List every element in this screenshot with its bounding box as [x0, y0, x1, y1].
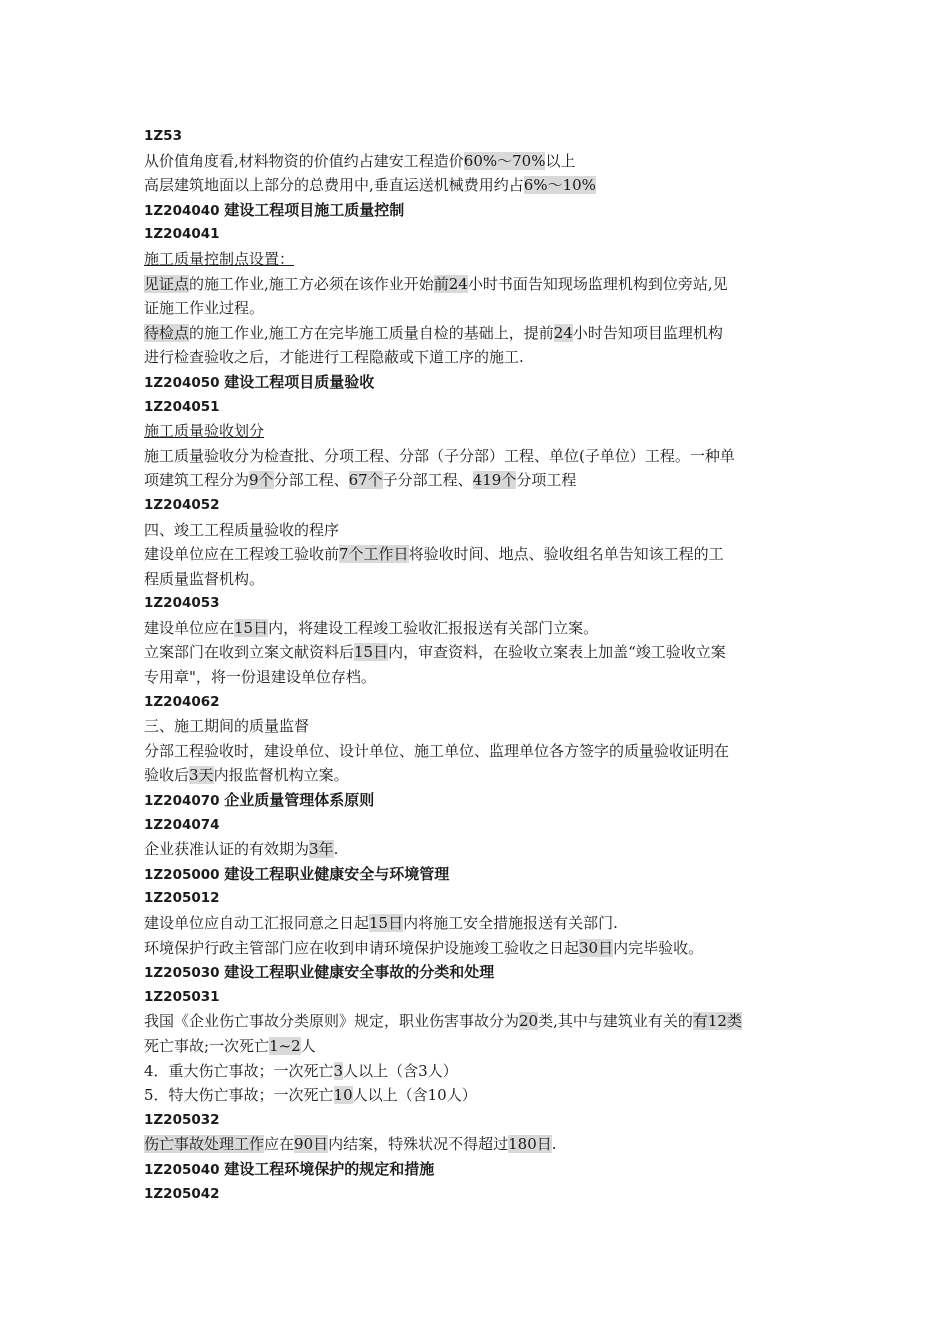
text-line — [144, 911, 824, 936]
highlighted-text: 待检点 — [144, 323, 190, 342]
text-line — [144, 1059, 824, 1084]
underlined-text: 施工质量验收划分 — [144, 422, 265, 441]
text-segment: 的施工作业,施工方在完毕施工质量自检的基础上，提前 — [189, 323, 554, 342]
highlighted-text: 15日 — [354, 643, 389, 662]
text-segment: 1Z204040 — [144, 202, 225, 219]
text-line — [144, 1083, 824, 1108]
text-line — [144, 837, 824, 862]
text-segment: 1Z205000 — [144, 866, 225, 883]
text-line — [144, 640, 824, 665]
text-segment: 1Z204050 — [144, 374, 225, 391]
section-code — [144, 985, 824, 1010]
text-segment: 内将施工安全措施报送有关部门. — [403, 914, 618, 932]
text-segment: 1Z204052 — [144, 496, 220, 513]
highlighted-text: 见证点 — [144, 274, 190, 293]
section-code — [144, 222, 824, 247]
text-segment: 1Z204041 — [144, 226, 220, 243]
text-segment: 内报监督机构立案。 — [213, 766, 349, 785]
section-code — [144, 886, 824, 911]
text-line — [144, 173, 824, 198]
section-code — [144, 591, 824, 616]
section-code — [144, 124, 824, 149]
text-line — [144, 419, 824, 444]
text-line — [144, 567, 824, 592]
text-segment: 验收后 — [144, 766, 190, 785]
text-line — [144, 272, 824, 297]
text-line — [144, 714, 824, 739]
text-segment: . — [333, 840, 339, 859]
highlighted-text: 15日 — [234, 618, 269, 637]
section-code — [144, 813, 824, 838]
text-line — [144, 739, 824, 764]
text-segment: 1Z205030 — [144, 965, 225, 982]
text-line — [144, 1132, 824, 1157]
text-segment: . — [551, 1135, 557, 1154]
text-segment: 建设工程环境保护的规定和措施 — [224, 1159, 435, 1178]
text-line — [144, 1009, 824, 1034]
text-segment: 1Z53 — [144, 128, 182, 144]
text-segment: 建设工程项目质量验收 — [224, 372, 375, 391]
text-segment: 建设单位应在 — [144, 618, 235, 637]
text-segment: 小时书面告知现场监理机构到位旁站,见 — [467, 274, 728, 293]
text-segment: 内完毕验收。 — [613, 938, 704, 957]
highlighted-text: 3年 — [309, 840, 334, 859]
text-line — [144, 763, 824, 788]
text-segment: 子分部工程、 — [382, 471, 473, 490]
highlighted-text: 24 — [553, 323, 573, 342]
text-segment: 进行检查验收之后，才能进行工程隐蔽或下道工序的施工. — [144, 348, 524, 367]
text-segment: 类,其中与建筑业有关的 — [538, 1012, 693, 1031]
highlighted-text: 前24 — [433, 274, 468, 293]
text-line — [144, 296, 824, 321]
text-segment: 建设单位应在工程竣工验收前 — [144, 545, 340, 564]
section-heading — [144, 370, 824, 395]
text-segment: 1Z205040 — [144, 1161, 225, 1178]
highlighted-text: 3 — [333, 1061, 344, 1080]
text-segment: 从价值角度看,材料物资的价值约占建安工程造价 — [144, 151, 464, 170]
underlined-text: 施工质量控制点设置： — [144, 249, 295, 268]
text-segment: 的施工作业,施工方必须在该作业开始 — [189, 274, 434, 293]
document-page — [144, 124, 824, 1206]
text-segment: 将验收时间、地点、验收组名单告知该工程的工 — [408, 545, 724, 564]
text-segment: 建设单位应自动工汇报同意之日起 — [144, 914, 370, 932]
text-segment: 1Z205012 — [144, 890, 220, 907]
highlighted-text: 90日 — [294, 1135, 329, 1154]
text-segment: 1Z205042 — [144, 1185, 220, 1202]
text-segment: 4．重大伤亡事故；一次死亡 — [144, 1061, 334, 1080]
text-segment: 施工质量验收分为检查批、分项工程、分部（子分部）工程、单位(子单位）工程。一种单 — [144, 446, 735, 465]
text-segment: 内，审查资料，在验收立案表上加盖“竣工验收立案 — [388, 643, 726, 662]
highlighted-text: 3天 — [189, 766, 214, 785]
text-segment: 高层建筑地面以上部分的总费用中,垂直运送机械费用约占 — [144, 176, 524, 195]
highlighted-text: 15日 — [369, 914, 404, 932]
text-segment: 程质量监督机构。 — [144, 569, 265, 588]
highlighted-text: 10 — [333, 1086, 353, 1105]
highlighted-text: 419个 — [472, 471, 517, 490]
text-segment: 企业质量管理体系原则 — [224, 791, 375, 810]
highlighted-text: 20 — [519, 1012, 539, 1031]
text-segment: 人以上（含10人） — [352, 1086, 477, 1105]
text-line — [144, 247, 824, 272]
highlighted-text: 1~2 — [269, 1036, 301, 1055]
section-code — [144, 395, 824, 420]
section-heading — [144, 960, 824, 985]
text-segment: 1Z205031 — [144, 988, 220, 1005]
highlighted-text: 伤亡事故处理工作 — [144, 1135, 265, 1154]
text-line — [144, 444, 824, 469]
highlighted-text: 有12类 — [692, 1012, 742, 1031]
text-segment: 1Z204051 — [144, 398, 220, 415]
section-heading — [144, 198, 824, 223]
text-segment: 死亡事故;一次死亡 — [144, 1036, 270, 1055]
text-line — [144, 518, 824, 543]
text-segment: 5．特大伤亡事故；一次死亡 — [144, 1086, 334, 1105]
highlighted-text: 67个 — [348, 471, 383, 490]
text-segment: 内，将建设工程竣工验收汇报报送有关部门立案。 — [268, 618, 599, 637]
text-segment: 人 — [300, 1036, 316, 1055]
section-code — [144, 690, 824, 715]
text-segment: 以上 — [545, 151, 576, 170]
text-segment: 1Z204074 — [144, 816, 220, 833]
section-heading — [144, 1157, 824, 1182]
text-segment: 立案部门在收到立案文献资料后 — [144, 643, 355, 662]
text-line — [144, 345, 824, 370]
section-code — [144, 1182, 824, 1207]
highlighted-text: 60%～70% — [463, 151, 546, 170]
text-segment: 1Z204053 — [144, 595, 220, 612]
text-segment: 建设工程项目施工质量控制 — [224, 200, 405, 219]
text-segment: 三、施工期间的质量监督 — [144, 717, 310, 736]
text-segment: 证施工作业过程。 — [144, 299, 265, 318]
text-segment: 环境保护行政主管部门应在收到申请环境保护设施竣工验收之日起 — [144, 938, 580, 957]
text-segment: 分项工程 — [516, 471, 577, 490]
text-segment: 专用章"，将一份退建设单位存档。 — [144, 668, 376, 687]
text-line — [144, 149, 824, 174]
text-segment: 小时告知项目监理机构 — [572, 323, 723, 342]
text-segment: 我国《企业伤亡事故分类原则》规定，职业伤害事故分为 — [144, 1012, 520, 1031]
highlighted-text: 6%～10% — [523, 176, 596, 195]
section-code — [144, 493, 824, 518]
text-line — [144, 1034, 824, 1059]
highlighted-text: 30日 — [579, 938, 614, 957]
highlighted-text: 9个 — [249, 471, 274, 490]
text-segment: 分部工程、 — [273, 471, 349, 490]
text-line — [144, 468, 824, 493]
text-segment: 分部工程验收时，建设单位、设计单位、施工单位、监理单位各方签字的质量验收证明在 — [144, 741, 730, 760]
section-heading — [144, 862, 824, 887]
text-line — [144, 936, 824, 961]
text-segment: 四、竣工工程质量验收的程序 — [144, 520, 340, 539]
text-segment: 企业获准认证的有效期为 — [144, 840, 310, 859]
highlighted-text: 180日 — [508, 1135, 552, 1154]
text-segment: 1Z205032 — [144, 1111, 220, 1128]
text-segment: 人以上（含3人） — [343, 1061, 458, 1080]
text-segment: 建设工程职业健康安全事故的分类和处理 — [224, 963, 495, 982]
text-line — [144, 542, 824, 567]
section-heading — [144, 788, 824, 813]
text-segment: 建设工程职业健康安全与环境管理 — [224, 864, 450, 883]
text-line — [144, 665, 824, 690]
text-line — [144, 616, 824, 641]
text-segment: 1Z204062 — [144, 693, 220, 710]
text-line — [144, 321, 824, 346]
text-segment: 应在 — [264, 1135, 295, 1154]
text-segment: 项建筑工程分为 — [144, 471, 250, 490]
text-segment: 1Z204070 — [144, 793, 225, 810]
highlighted-text: 7个工作日 — [339, 545, 409, 564]
text-segment: 内结案，特殊状况不得超过 — [328, 1135, 509, 1154]
section-code — [144, 1108, 824, 1133]
